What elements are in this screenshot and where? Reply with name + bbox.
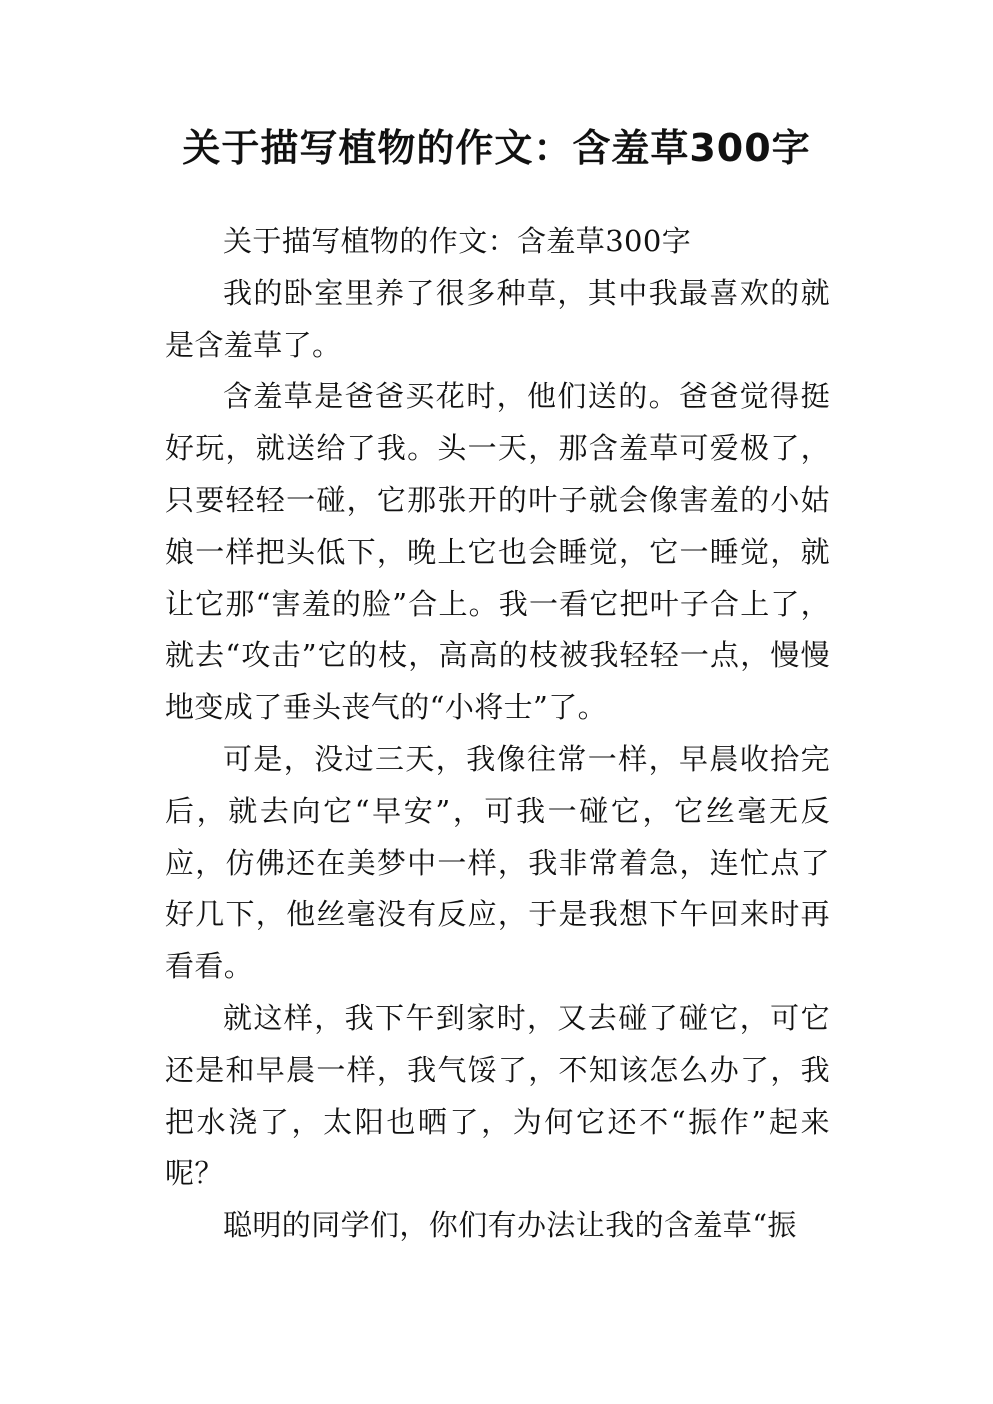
paragraph-1: 我的卧室里养了很多种草，其中我最喜欢的就是含羞草了。 [165,275,830,362]
paragraph-3: 可是，没过三天，我像往常一样，早晨收拾完后，就去向它“早安”，可我一碰它，它丝毫无反应，仿佛还在美梦中一样，我非常着急，连忙点了好几下，他丝毫没有反应，于是我想下午回来时再看看。 [165,741,830,984]
paragraph-2: 含羞草是爸爸买花时，他们送的。爸爸觉得挺好玩，就送给了我。头一天，那含羞草可爱极了，只要轻轻一碰，它那张开的叶子就会像害羞的小姑娘一样把头低下，晚上它也会睡觉，它一睡觉，就让它那“害羞的脸”合上。我一看它把叶子合上了，就去“攻击”它的枝，高高的枝被我轻轻一点，慢慢地变成了垂头丧气的“小将士”了。 [165,379,830,725]
paragraph-4: 就这样，我下午到家时，又去碰了碰它，可它还是和早晨一样，我气馁了，不知该怎么办了，我把水浇了，太阳也晒了，为何它还不“振作”起来呢？ [165,1000,830,1191]
paragraph-5: 聪明的同学们，你们有办法让我的含羞草“振 [223,1208,797,1243]
paragraph-subtitle: 关于描写植物的作文：含羞草300字 [223,224,692,258]
document-body [165,216,830,1252]
document-title: 关于描写植物的作文：含羞草300字 [182,126,811,170]
